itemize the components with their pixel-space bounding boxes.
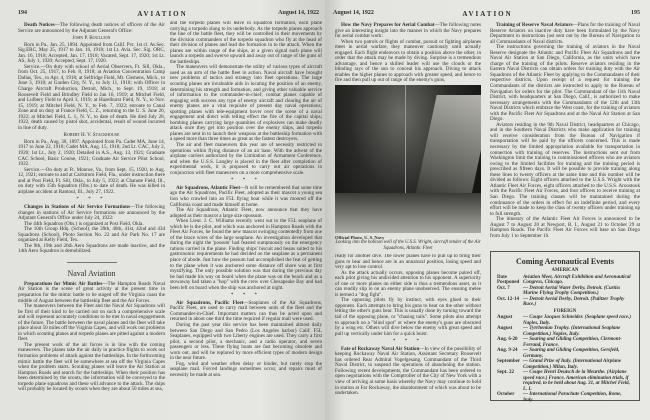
article-paragraph: The Air Squadrons, Atlantic Fleet, now announce that they have adopted as their mascot a large size opossum. [170, 207, 322, 219]
article-paragraph: and the torpedo planes will leave in squadron formation, each plane carrying a torpedo slung to its underbody. As the torpedo planes approach the line of the battle fleet, they will be controlled in their movements by the division commanders of the torpedo squadron who fly at the head of their division of planes and lead the formation in to the attack. When the planes are within range of the ships, at a given signal each plane will launch a torpedo and swerve upward and away out of range of the guns of the battleships. [170, 21, 322, 65]
section-separator: * * * [392, 338, 424, 345]
article-paragraph [170, 186, 322, 208]
article-paragraph: The 9th, 19th and 26th Aero Squadrons are made inactive, and the 14th Aero Squadron is demobilized. [18, 242, 165, 255]
issue-date: August 14, 1922 [333, 10, 374, 16]
right-column-2 [490, 21, 640, 246]
article-text: —Seaplanes of the Air Squadrons, Pacific Fleet, are used to carry mail between units of the fleet and the Commander-in-Chief. Important matters can thus be acted upon and returned in about one third the time required if regular mail were used. [170, 299, 322, 323]
article-paragraph [18, 205, 165, 222]
article-paragraph: When two patrols or flights of combat, pursuit or fighting airplanes meet in aerial warfare, they maneuver cautiously until actually engaged. Each flight endeavors to obtain a position above the other, in order that the attack may be made by diving. Surprise is a tremendous advantage, and hence a skilled leader will use the clouds or the blinding rays of the sun to conceal his approach. Diving to attack enables the higher planes to approach with greater speed, and hence to fire and then pull up out of range of the enemy's guns, [335, 38, 481, 84]
photo-credit: Official Photo, U. S. Navy [335, 235, 385, 240]
article-text: —The following notes give an interesting insight into the manner in which the Navy prepares for aerial combat work: [335, 22, 481, 40]
article-paragraph: ready for another dive. The lower planes have to pull up to bring their guns to bear and hence are in an unnatural position, losing speed and very apt to lose control. [335, 254, 481, 271]
officer-name: John P. Boullion [72, 34, 111, 41]
article-paragraph: During the past year this service has been maintained almost daily between San Diego and San Pedro (Los Angeles harbor) Calif. F5L Seaplanes, equipped with two Liberty engines are used. They carry a first pilot, a second pilot, a mechanic, and a radio operator, and seven passengers or less. These flying boats are fast becoming obsolete and worn out, and will be replaced by more efficient types of modern design in the near future. [170, 321, 322, 362]
article-paragraph: The 10th Group Hdq. (School), the 39th, 40th, 41st, 42nd and 43d Squadrons (School), Photo Section No. 22 and Air Park No. 17 are organized at Kelly Field, Tex. [18, 226, 165, 244]
page-number: 195 [631, 10, 640, 16]
event-date: Oct. 12-14 [497, 296, 519, 302]
article-paragraph: Born in Pa., Jan. 25, 1894. Appointed from Calif. Pvt. 1st cl. Av.Sec. Sig.ERC, May 25, 1917 to Jan. 16, 1918; 1st Lt. Avia. Sec. Sig. ORC, Jan. 16, 1918; Accepted, Jan. 17, 1918; Vacated, Sept. 17, 1920; 1st Lt. AS, July 1, 1920; Accepted, Sept. 17, 1920. [18, 41, 165, 65]
event-name: — Detroit Aerial Derby, Detroit. (Pulitzer Trophy Race.) [523, 296, 625, 307]
article-paragraph: The opposing pilots fly by instinct, with eyes glued to their opponent. Each attempts to bring his guns to bear on the other without letting the other's guns bear. This is usually done by turning toward the tail of the opposing plane, or "chasing tails". Some pilots also attempt to approach on a "blind spot" or where the enemy's guns are obscured by a wing etc. Others will dive below the enemy with great speed and pull up vertically under him for a quick burst. [335, 297, 481, 337]
article-text: —The following changes in stations of Air Service formations are announced by the Adjutant General's Office under July 24, 1922: [18, 203, 165, 222]
event-name: — Coupe Henri Deutsch de la Meurthe. (Airplane speed race.) France. American elimination trials, if required, to be held about Aug. 31, at Mitchel Field, L. I. [523, 370, 630, 392]
event-date: Aug. 6-20 [497, 337, 518, 342]
article-paragraph: Born in Pa., Aug. 30, 1897. Appointed from Pa. Cadet MA, June 14, 1917 to June 22, 1918; Cadet MA, Aug. 15, 1918; 2nd Lt. CAC, July 2, 1920; 1st Lt., July 2, 1920; Detailed in A.S., Aug. 13, 1921; Graduate CAC School, Basic Course, 1921; Graduate Air Service Pilot School, 1922. [18, 138, 165, 168]
photo-balloon-well [335, 85, 481, 233]
article-text: —The Hampton Roads Naval Air Station is the scene of great activity at the present time in preparation for the mimic battle to be staged off the Virginia coast the middle of August between the battleship fleet and the Air Forces. [18, 280, 165, 304]
right-column-1-bottom [335, 254, 481, 414]
article-text: —It will be remembered that some time ago the Air Squadrons, Pacific Fleet, adopted as their mascot a young sea lion who crawled into an F5L flying boat while it was moored off the California coast and made himself at home. [170, 184, 322, 208]
event-row [497, 359, 633, 370]
event-row [497, 348, 633, 359]
article-paragraph: The itinerary of the Atlantic Fleet Air Forces is announced to be August 7 to August 20 at Newport, R. I., August 21 to October 29 at Hampton Roads. The Pacific Fleet Air Forces will base on San Diego from July 1 to September 16. [490, 216, 640, 239]
article-heading: Air Squadrons, Atlantic Fleet [176, 184, 241, 191]
article-paragraph [335, 23, 481, 40]
article-text: —In view of the possibility of keeping Rockaway Naval Air Station, Assistant Secretary Roosevelt has ordered Rear Admiral Vogelgesang, Commandant of the Third Naval District, to suspend the operations of abandoning the station. Following recent developments, the Commandant has been ordered to open negotiations with the Comptroller of the City of New York with a view of arriving at some basis whereby the Navy may continue to hold in station at Far Rockaway, the abandonment of which was about to be undertaken. [335, 345, 481, 397]
article-paragraph [490, 23, 640, 45]
article-paragraph: The 44th Squadron (Obs.) is organized at Post Field, Okla. [24, 220, 144, 227]
event-date: Aug. 9-24 [497, 348, 518, 353]
officer-name: Robert H. V. Stackhouse [63, 131, 120, 138]
event-row [497, 326, 633, 337]
article-text: —Plans for the training of Naval Reserve Aviators on inactive duty have been formulated by the Navy Department in instructions just sent out by the Bureau of Navigation to all Commandants of Naval districts. [490, 22, 640, 45]
caption-text: Looking into the balloon well of the U.S.S. Wright, aircraft tender of the Air Squadrons, Atlantic Fleet [335, 240, 481, 251]
photo-caption [335, 235, 481, 251]
article-paragraph: Service.—On duty with school of Aerial Observers, Ft. Sill, Okla., from Oct. 25, 1917, to Feb. 8, 1918; at Aviation Concentration Camp Dallas, Tex., to Apr. 4, 1918; at Selfridge Field, Mt. Clemens, Mich., to June 3, 1918; at Garden City, N. Y., to July 11, 1918; with Officer in Charge Aircraft Production, Detroit, Mich., to Sept. 19, 1918; at Roosevelt Field and Brindley Field to Jan 16, 1919; at Mitchel Field, and Lufbery Field to April 3, 1919; at Hazelhurst Field, N. Y., to Nov. 15, 1919; at Mitchel Field, N. Y., to Feb. 7, 1922; enroute to Canal Zone and on duty at France Field, C. Z., returning to the U. S. June 26, 1922; at Mitchel Field, L. I., N. Y., to date of death. He died July 28, 1922, death caused by pistol shot, accidental, result of wound incurred in line of duty. [18, 63, 165, 131]
event-date: Sept. 22 [497, 370, 514, 375]
event-date: August [497, 315, 513, 320]
event-row [497, 370, 633, 392]
article-paragraph: When Lieut. J. C. Williams recently went out to the F5L seaplane of which he is the pilot, and which was anchored in Hampton Roads with the Fleet Air Forces, he found the new mascot swinging contentedly from one of the brace wires of the large seaplane. An investigation developed that during the night the 'possum' had feasted sumptuously on the emergency rations carried in the plane. Finding ships' biscuit and beans suited to his gastronomic requirements he had decided on the seaplane as a permanent place of abode. Just how the possum had accomplished the feat of getting to the plane when it was anchored some distance off shore was at first mystifying. The only possible solution was that during the previous day he had made his way on board when the plane was on the beach and as a stowaway had taken a "hop" with the crew over Chesapeake Bay and had been left on board when the ship was anchored at night. [170, 218, 322, 291]
event-row [497, 286, 633, 297]
events-title: Coming Aeronautical Events [515, 257, 615, 266]
event-name: — Soaring and Gliding Competition, Gersfeld, Germany. [523, 348, 620, 359]
event-name: Aviation Meet, Aircraft Exhibition and Aeronautical Congress, Chicago. [523, 274, 631, 285]
article-text: —The following death notices of officers of the Air Service are announced by the Adjutant General's Office: [18, 22, 165, 34]
article-paragraph [335, 347, 481, 397]
article-paragraph: The present work of the air forces is in line with the coming maneuvers. The planes take the air daily in practice flights to work out formation problems of attack against the battleships. In the forthcoming mimic battle the fleet will be somewhere at sea off the Virginia Capes when the problem starts. Scouting planes will leave the Air Station at Hampton Roads and search for the battleships. When their position has been determined by the scouts, the information will be conveyed to the torpedo plane squadrons and these will advance to the attack. The ships will probably be located by scouts when they are about 50 miles at sea, [18, 341, 165, 393]
article-paragraph: The maneuvers between the Fleet and the Naval Air Squadrons will be first of their kind to be carried out on such a comprehensive scale and will represent accurately conditions to be met in naval engagements of the future. The battle between the naval planes and the fleet will take place about 50 miles off the Virginia Capes, and will work out problems in which scouting planes and torpedo planes are pitted against a modern fleet. [18, 303, 165, 343]
event-row [497, 337, 633, 348]
article-paragraph: As the attack actually occurs, opposing planes become paired off, each pilot giving his undivided attention to his opponent. A superiority of one or more planes on either side is thus a tremendous asset, as it can readily slip in on an enemy plane unobserved. The ensuing melee is termed a "dog fight". [335, 269, 481, 298]
article-paragraph [170, 301, 322, 323]
section-foreign: FOREIGN [553, 308, 577, 314]
section-separator: * * * [76, 196, 107, 203]
article-paragraph: Aviators residing in the 9th Naval District, headquarters at Chicago, and in the Southern Naval Districts who make application for training will receive consideration from the Bureau of Navigation if transportation will be paid by the officers concerned. This is made necessary by the limited appropriation available for transportation in connection with training of reserves. The instructions sent out from Washington limit the training to commissioned officers who are aviators owing to the limited facilities for training and the training period is prescribed as fifteen days. It will be possible to provide training along these lines to twenty officers at the same time and this number will be divided as follows: Eight officers attached to the U.S.S. Wright with the Atlantic Fleet Air Forces, eight officers attached to the U.S.S. Aroostook with the Pacific Fleet Air Forces, and four officers to receive training at San Diego. The training classes will be maintained during the continuance of the orders in effect for an indefinite period, and every effort will be made to keep the class of twenty officers under training up to full strength. [490, 121, 640, 217]
section-separator: * * * [230, 177, 262, 184]
section-american: AMERICAN [551, 268, 579, 273]
event-row [497, 392, 633, 403]
divider-rule [67, 262, 117, 263]
article-paragraph: The maneuvers will demonstrate the utility of various types of aircraft used as an arm of the battle fleet in action. Naval aircraft have brought new problems of tactics and strategy into fleet operations. The large scouting planes are invaluable aids in locating the position of an enemy, determining his strength and formation, and giving other valuable service of information to the commander-in-chief; combat planes capable of engaging with success any type of enemy aircraft and clearing the air of enemy planes are a vital requisite of present day naval operations; spotting planes with tele-equipment hover over the scene of a naval engagement and direct with telling effect the fire of the capital ships; bombing planes carrying large quantities of explosives can make deadly attack once they get into position over the enemy ships, and torpedo planes are sent in to launch their weapons at the battleship formation with a speed more than three times as great as the fastest destroyers. [170, 64, 322, 143]
article-heading: Air Squadrons, Pacific Fleet [176, 299, 244, 306]
event-date: Oct. 7 [497, 285, 510, 291]
event-name: — Grand Prize of Italy. (International Airplane Competition.) Milan, Italy. [523, 359, 622, 370]
running-head: AVIATION [137, 10, 188, 18]
event-name: — International Parachute Competition, Rome, Italy. [523, 392, 622, 403]
article-paragraph: The instructions governing the training of aviators in the Naval Reserve designate the Atlantic and Pacific Fleet Air Squadrons and the Naval Air Station at San Diego, California, as the units which have charge of the training of the pilots. Reserve aviators residing in the Eastern Naval Districts can obtain orders for training duty with the Air Squadrons of the Atlantic Fleet by applying to the Commandants of their respective districts. Upon receipt of a request for training the Commandants of the districts are instructed to apply to the Bureau of Navigation for orders for the pilot. The Commandant of the 11th Naval District, with headquarters at San Diego, Calif., is authorized to make necessary arrangements with the Commandants of the 12th and 13th Naval Districts which embrace the West coast, for the training of aviators with the Pacific Fleet Air Squadrons and at the Naval Air Station at San Diego. [490, 44, 640, 123]
coming-events-box [490, 251, 640, 401]
event-name: — Detroit Aerial Water Derby, Detroit. (Curtiss Marine Flying Trophy Competition.) [523, 285, 621, 296]
left-column-1 [18, 21, 165, 420]
article-heading: Death Notices [24, 22, 55, 28]
article-paragraph: Fog, wind and weather often delay or hinder, but rarely stop the seaplane mail. Forced landings sometimes occur, and repairs must of necessity be made at sea. [170, 360, 322, 378]
event-date: Date Postponed [497, 274, 520, 285]
issue-date: August 14, 1922 [278, 10, 319, 16]
left-column-2 [170, 21, 322, 420]
event-date: August [497, 326, 513, 331]
article-paragraph: The air and fleet maneuvers this year are of necessity restricted to operations within flying distance of an air base. With the advent of the airplane carriers authorized by the Limitation of Armament Conference, and when the U.S.S. Langley is placed in the fleet after completion of experimental work, it is proposed to carry out air operations in conjunction with fleet maneuvers on a more comprehensive scale. [170, 142, 322, 176]
event-row [497, 297, 633, 308]
event-row [497, 315, 633, 326]
event-name: — Soaring and Gliding Competition, Clermont-Ferrand, France. [523, 337, 622, 348]
event-date: October [497, 392, 515, 397]
article-heading: Preparations for Mimic Air Battles [24, 280, 103, 287]
right-column-1-top [335, 21, 481, 84]
page-number: 194 [18, 10, 27, 16]
event-name: — Coupe Jacques Schneider. (Seaplane speed race.) Naples, Italy. [523, 315, 632, 326]
article-heading: Fate of Rockaway Naval Air Station [341, 345, 420, 352]
article-heading: Training of Reserve Naval Aviators [496, 22, 573, 28]
running-head: AVIATION [462, 10, 513, 18]
american-events [497, 275, 633, 308]
event-row [497, 275, 633, 286]
event-name: — Tyrrhenian Trophy. (International Seaplane Competition.) Naples, Italy. [523, 326, 621, 337]
event-date: September [497, 359, 521, 364]
article-paragraph: Service.—On duty at Ft. Monroe, Va., from Sept. 15, 1920, to Aug. 12, 1921; enroute to and at Carlstrom Field, Fla., under instruction there and at Post Field, Ft. Sill, Okla., to July 5, 1922; at Chanute Field, Ill., on duty with 15th Squadron (Obs.) to date of death. He was killed in airplane accident at Rantoul, Ill., July 27, 1922. [18, 166, 165, 195]
article-paragraph [18, 282, 165, 304]
article-heading: Changes in Stations of Air Service Formations [24, 203, 130, 210]
section-separator: * * * [230, 292, 262, 299]
foreign-events [497, 315, 633, 403]
article-heading: How the Navy Prepares for Aerial Combat [341, 22, 435, 28]
article-paragraph [18, 23, 165, 34]
section-heading: Naval Aviation [67, 268, 116, 278]
